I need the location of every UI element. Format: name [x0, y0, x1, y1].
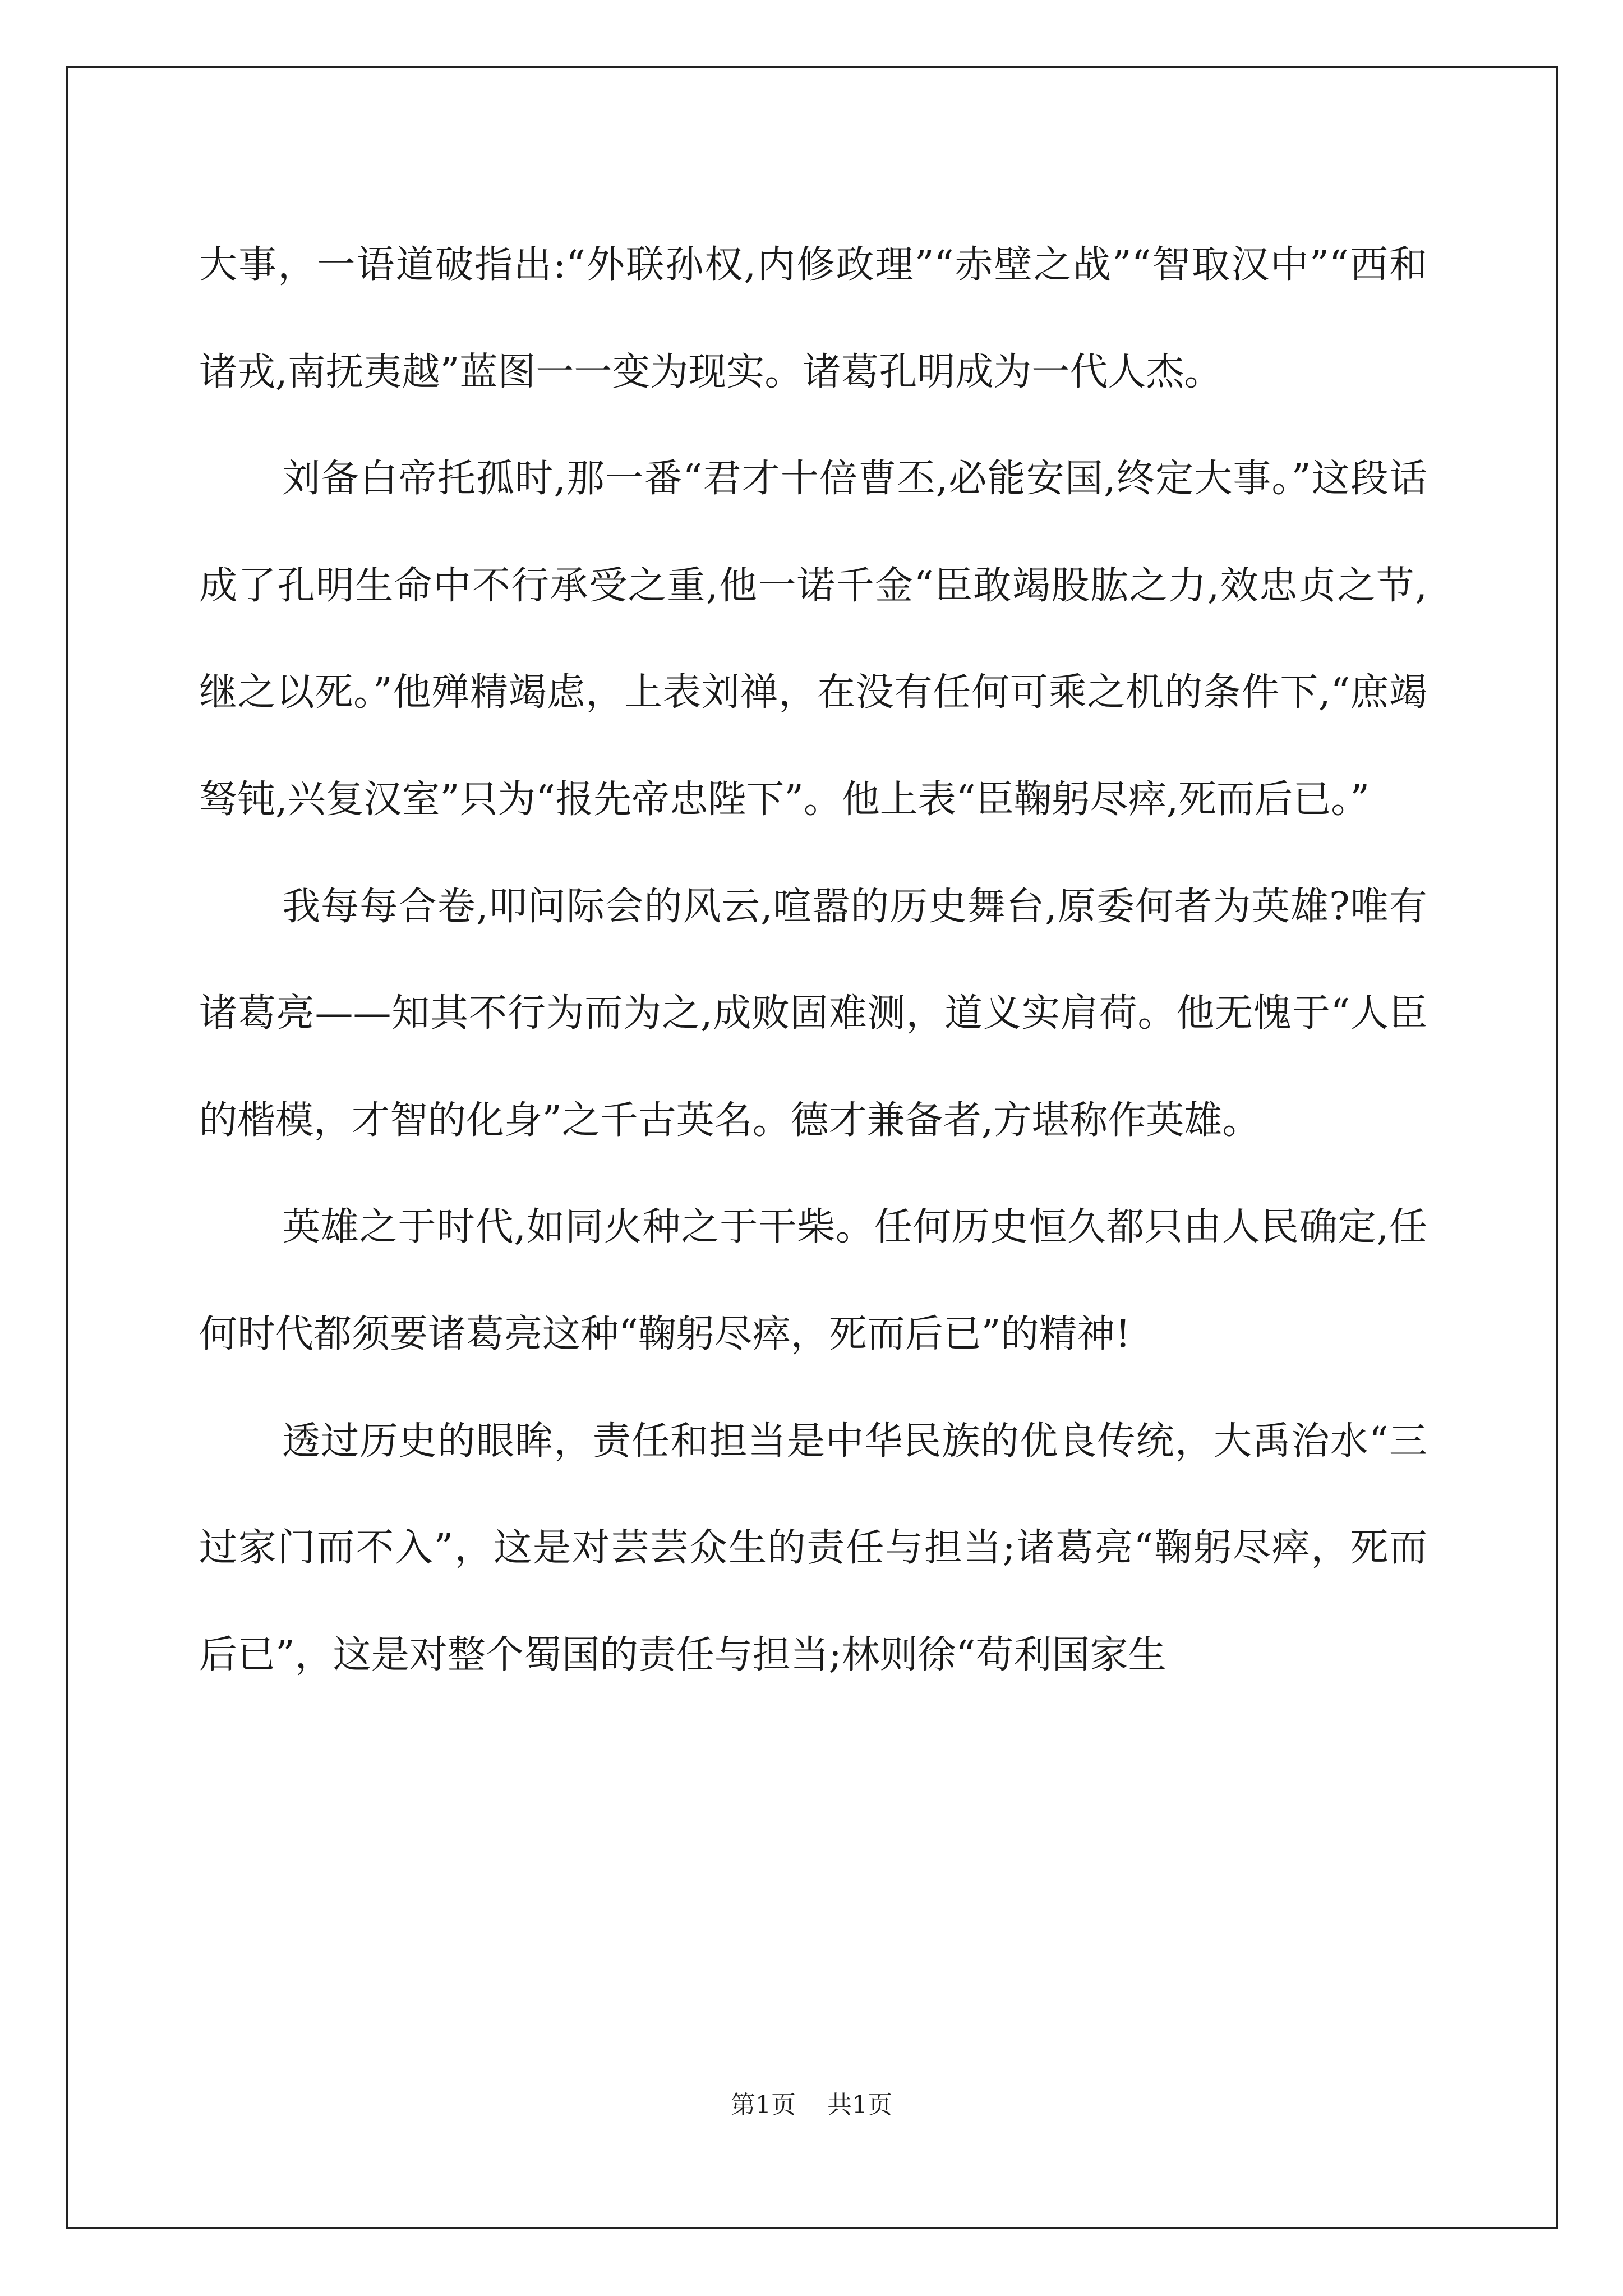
paragraph-4: 英雄之于时代,如同火种之于干柴。任何历史恒久都只由人民确定,任何时代都须要诸葛亮这种“鞠躬尽瘁，死而后已”的精神! [199, 1205, 1427, 1356]
paragraph-5: 透过历史的眼眸，责任和担当是中华民族的优良传统，大禹治水“三过家门而不入”，这是对芸芸众生的责任与担当;诸葛亮“鞠躬尽瘁，死而后已”，这是对整个蜀国的责任与担当;林则徐“苟利国家生 [199, 1419, 1427, 1677]
paragraph-1: 大事，一语道破指出:“外联孙权,内修政理”“赤壁之战”“智取汉中”“西和诸戎,南抚夷越”蓝图一一变为现实。诸葛孔明成为一代人杰。 [199, 243, 1427, 394]
document-body [199, 212, 1427, 1709]
paragraph-3: 我每每合卷,叩问际会的风云,喧嚣的历史舞台,原委何者为英雄?唯有诸葛亮——知其不行为而为之,成败固难测，道义实肩荷。他无愧于“人臣的楷模，才智的化身”之千古英名。德才兼备者,方堪称作英雄。 [199, 884, 1427, 1143]
page-footer [0, 2085, 1623, 2120]
paragraph-2: 刘备白帝托孤时,那一番“君才十倍曹丕,必能安国,终定大事。”这段话成了孔明生命中不行承受之重,他一诺千金“臣敢竭股肱之力,效忠贞之节,继之以死。”他殚精竭虑，上表刘禅，在没有任何可乘之机的条件下,“庶竭驽钝,兴复汉室”只为“报先帝忠陛下”。他上表“臣鞠躬尽瘁,死而后已。” [199, 457, 1427, 822]
page-total-label: 共1页 [827, 2091, 892, 2119]
page-number-label: 第1页 [731, 2091, 796, 2119]
